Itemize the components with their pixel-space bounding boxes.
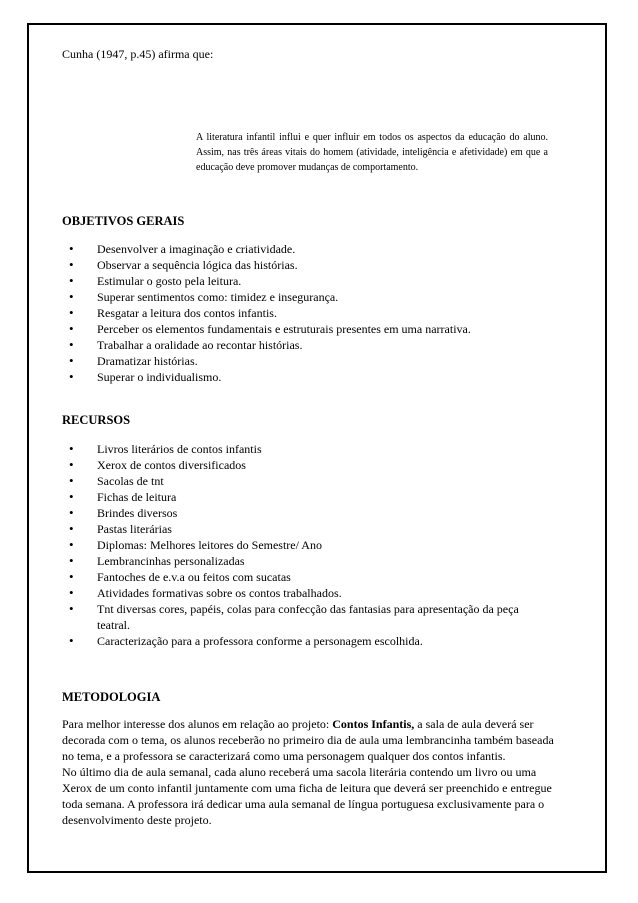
- metodologia-text: Para melhor interesse dos alunos em relação ao projeto:: [62, 717, 333, 731]
- objetivos-heading: OBJETIVOS GERAIS: [62, 214, 185, 228]
- list-item: • Superar sentimentos como: timidez e insegurança.: [62, 289, 552, 305]
- list-item: • Observar a sequência lógica das histórias.: [62, 257, 552, 273]
- list-item: • Trabalhar a oralidade ao recontar histórias.: [62, 337, 552, 353]
- list-item: • Fantoches de e.v.a ou feitos com sucatas: [62, 569, 552, 585]
- block-quote: A literatura infantil influi e quer influir em todos os aspectos da educação do aluno. Assim, nas três áreas vitais do homem (atividade, inteligência e afetividade) em que a educação deve promover mudanças de comportamento.: [196, 132, 548, 173]
- list-item: • Xerox de contos diversificados: [62, 457, 552, 473]
- list-item: • Lembrancinhas personalizadas: [62, 553, 552, 569]
- list-item: • Atividades formativas sobre os contos trabalhados.: [62, 585, 552, 601]
- metodologia-text-cont: a sala de aula deverá ser decorada com o tema, os alunos receberão no primeiro dia de aula uma lembrancinha também baseada no tema, e a professora se caracterizará como uma personagem qualquer dos contos infantis.: [62, 717, 554, 763]
- list-item: • Dramatizar histórias.: [62, 353, 552, 369]
- list-item: • Superar o individualismo.: [62, 369, 552, 385]
- recursos-list: [62, 441, 552, 649]
- metodologia-text-2: No último dia de aula semanal, cada aluno receberá uma sacola literária contendo um livro ou uma Xerox de um conto infantil juntamente com uma ficha de leitura que deverá ser preenchido e entregue toda semana. A professora irá dedicar uma aula semanal de língua portuguesa exclusivamente para o desenvolvimento deste projeto.: [62, 765, 552, 827]
- list-item: • Perceber os elementos fundamentais e estruturais presentes em uma narrativa.: [62, 321, 552, 337]
- objetivos-list: [62, 241, 552, 385]
- project-name: Contos Infantis,: [332, 717, 415, 731]
- list-item: • Pastas literárias: [62, 521, 552, 537]
- list-item: • Desenvolver a imaginação e criatividade.: [62, 241, 552, 257]
- list-item: • Tnt diversas cores, papéis, colas para confecção das fantasias para apresentação da peça teatral.: [62, 601, 552, 633]
- list-item: • Brindes diversos: [62, 505, 552, 521]
- list-item: • Estimular o gosto pela leitura.: [62, 273, 552, 289]
- list-item: • Resgatar a leitura dos contos infantis.: [62, 305, 552, 321]
- list-item: • Livros literários de contos infantis: [62, 441, 552, 457]
- metodologia-heading: METODOLOGIA: [62, 690, 161, 704]
- list-item: • Sacolas de tnt: [62, 473, 552, 489]
- list-item: • Fichas de leitura: [62, 489, 552, 505]
- metodologia-paragraph: [62, 716, 562, 828]
- intro-text: Cunha (1947, p.45) afirma que:: [62, 47, 214, 61]
- recursos-heading: RECURSOS: [62, 413, 131, 427]
- list-item: • Caracterização para a professora conforme a personagem escolhida.: [62, 633, 552, 649]
- list-item: • Diplomas: Melhores leitores do Semestre/ Ano: [62, 537, 552, 553]
